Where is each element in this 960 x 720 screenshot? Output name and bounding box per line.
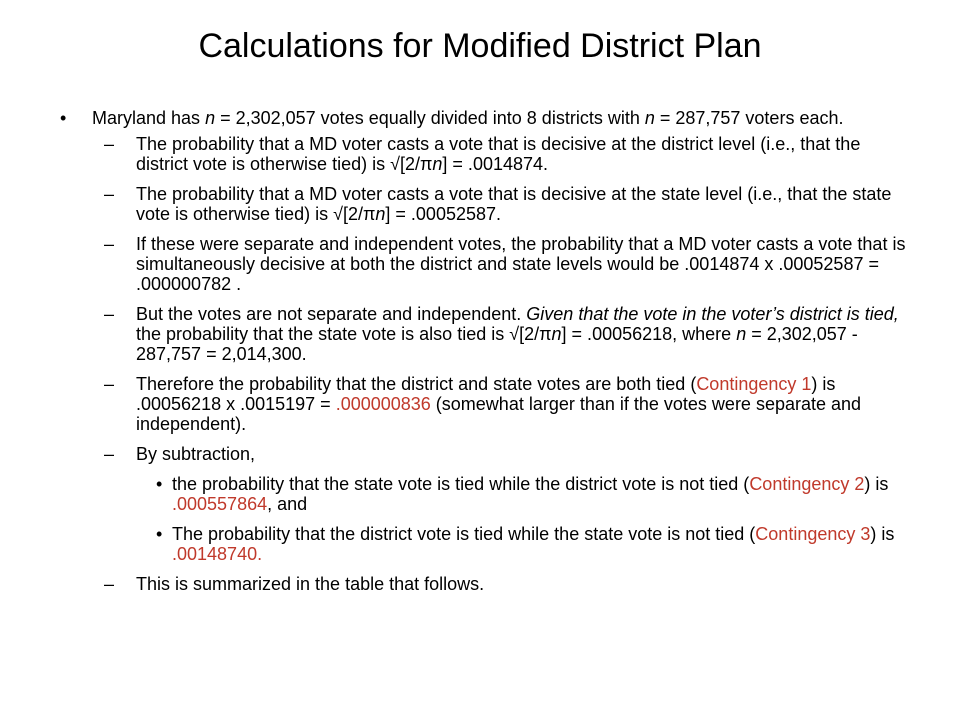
slide-body bbox=[60, 108, 910, 604]
text: (somewhat larger than if the votes were separate and independent). bbox=[136, 394, 862, 434]
text: the probability that the state vote is also tied is √[2/π bbox=[136, 324, 552, 344]
var-n: n bbox=[736, 324, 747, 344]
dash-mark: – bbox=[104, 574, 115, 594]
subbullet-contingency-1 bbox=[60, 374, 910, 434]
text: ) is bbox=[870, 524, 895, 544]
text: Maryland has bbox=[92, 108, 206, 128]
subsubbullet-contingency-2 bbox=[60, 474, 910, 514]
bullet-mark: • bbox=[60, 108, 67, 128]
contingency-value: .000000836 bbox=[335, 394, 431, 414]
text: This is summarized in the table that follows. bbox=[136, 574, 485, 594]
text: Therefore the probability that the district and state votes are both tied ( bbox=[136, 374, 697, 394]
text: ) is .00056218 x .0015197 = bbox=[136, 374, 836, 414]
text: ] = .00052587. bbox=[385, 204, 502, 224]
bullet-mark: • bbox=[156, 474, 163, 494]
text: , and bbox=[267, 494, 308, 514]
text: ) is bbox=[864, 474, 889, 494]
subbullet-summary bbox=[60, 574, 910, 594]
text: By subtraction, bbox=[136, 444, 256, 464]
text: The probability that a MD voter casts a vote that is decisive at the district level (i.e., that the district vote is otherwise tied) is √[2/π bbox=[136, 134, 861, 174]
text: But the votes are not separate and independent. bbox=[136, 304, 527, 324]
slide-title: Calculations for Modified District Plan bbox=[198, 27, 762, 65]
var-n: n bbox=[551, 324, 562, 344]
italic-text: Given that the vote in the voter’s district is tied, bbox=[526, 304, 899, 324]
contingency-label: Contingency 3 bbox=[755, 524, 871, 544]
subbullet-subtraction bbox=[60, 444, 910, 464]
dash-mark: – bbox=[104, 444, 115, 464]
contingency-value: .000557864 bbox=[172, 494, 268, 514]
subbullet-independent-votes bbox=[60, 234, 910, 294]
text: ] = .0014874. bbox=[442, 154, 549, 174]
var-n: n bbox=[644, 108, 655, 128]
dash-mark: – bbox=[104, 304, 115, 324]
contingency-value: .00148740. bbox=[172, 544, 263, 564]
text: The probability that a MD voter casts a vote that is decisive at the state level (i.e., that the state vote is otherwise tied) is √[2/π bbox=[136, 184, 892, 224]
text: If these were separate and independent votes, the probability that a MD voter casts a vote that is simultaneously decisive at both the district and state levels would be .0014874 x .00052587 = .000000782 . bbox=[136, 234, 906, 294]
subbullet-district-probability bbox=[60, 134, 910, 174]
contingency-label: Contingency 2 bbox=[749, 474, 865, 494]
text: = 2,302,057 - 287,757 = 2,014,300. bbox=[136, 324, 858, 364]
bullet-maryland-votes bbox=[60, 108, 910, 128]
subsubbullet-contingency-3 bbox=[60, 524, 910, 564]
text: = 287,757 voters each. bbox=[654, 108, 844, 128]
dash-mark: – bbox=[104, 134, 115, 154]
var-n: n bbox=[432, 154, 443, 174]
bullet-mark: • bbox=[156, 524, 163, 544]
text: the probability that the state vote is tied while the district vote is not tied ( bbox=[172, 474, 750, 494]
text: = 2,302,057 votes equally divided into 8 districts with bbox=[215, 108, 645, 128]
text: The probability that the district vote is tied while the state vote is not tied ( bbox=[172, 524, 756, 544]
subbullet-state-probability bbox=[60, 184, 910, 224]
text: ] = .00056218, where bbox=[561, 324, 737, 344]
contingency-label: Contingency 1 bbox=[696, 374, 812, 394]
var-n: n bbox=[375, 204, 386, 224]
subbullet-not-independent bbox=[60, 304, 910, 364]
dash-mark: – bbox=[104, 184, 115, 204]
dash-mark: – bbox=[104, 374, 115, 394]
dash-mark: – bbox=[104, 234, 115, 254]
var-n: n bbox=[205, 108, 216, 128]
